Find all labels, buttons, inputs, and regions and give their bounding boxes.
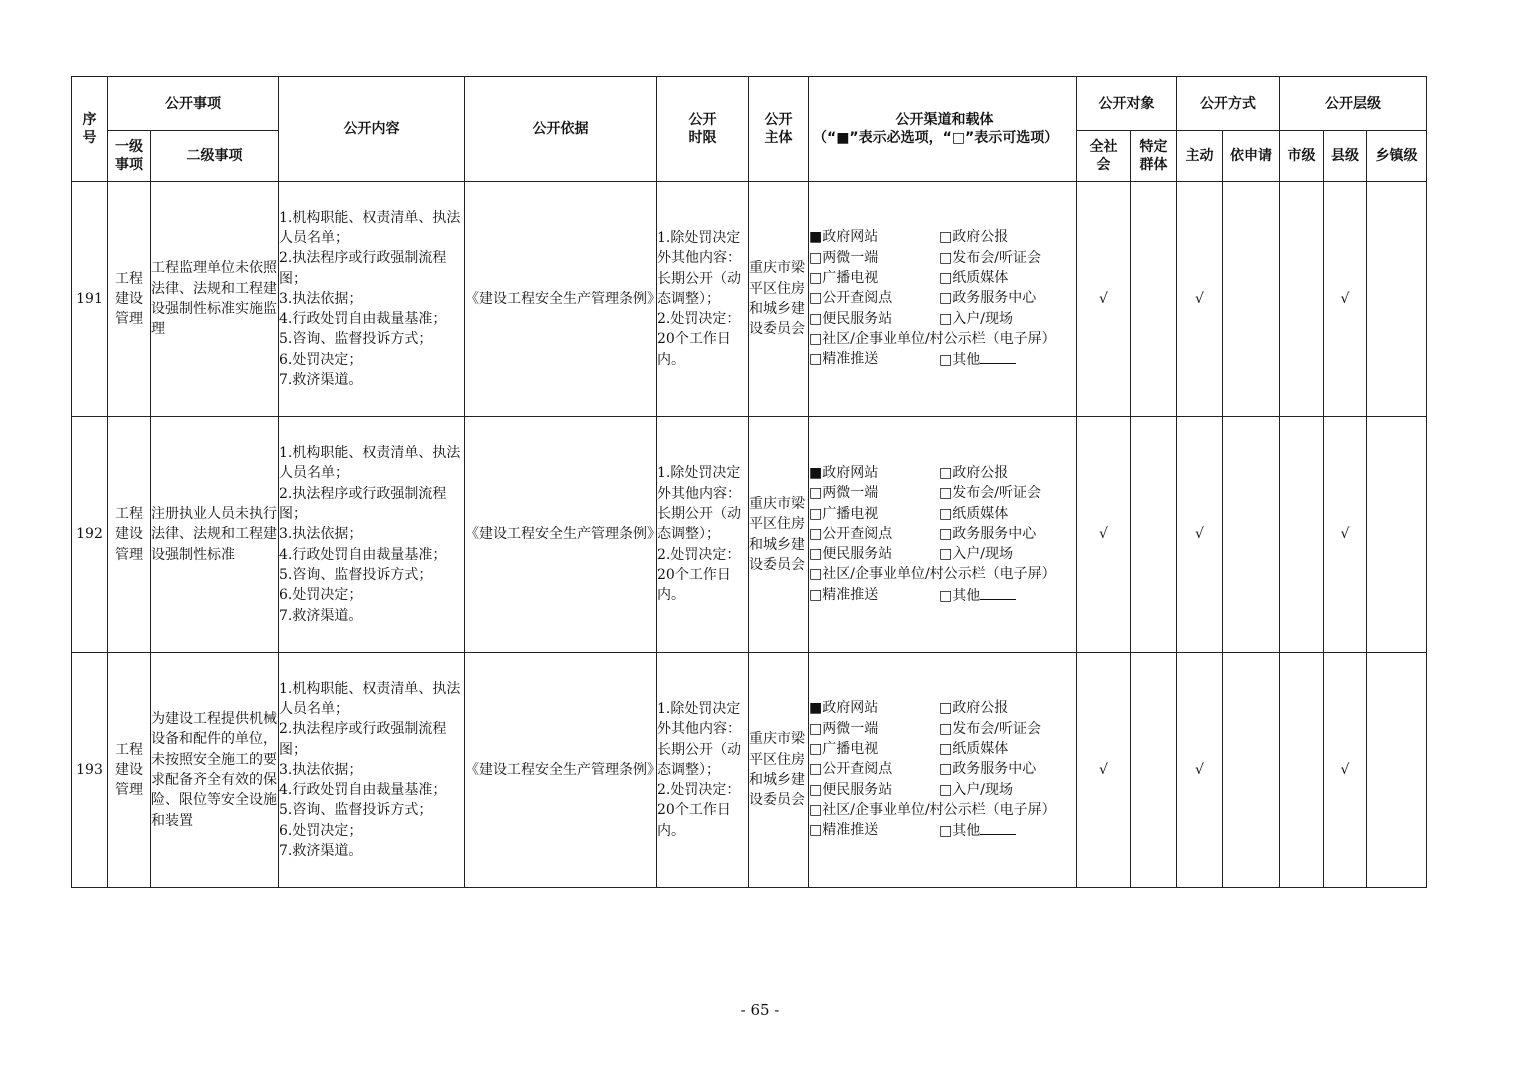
channel-push: □精准推送 <box>809 351 879 368</box>
channel-reading-point: □公开查阅点 <box>809 525 893 542</box>
row-method-active: √ <box>1177 417 1223 653</box>
row-time-limit: 1.除处罚决定外其他内容：长期公开（动态调整）； 2.处罚决定：20个工作日内。 <box>657 182 749 417</box>
header-items: 公开事项 <box>108 77 279 131</box>
channel-push: □精准推送 <box>809 586 879 603</box>
row-level-city <box>1280 182 1324 417</box>
row-target-specific <box>1131 417 1177 653</box>
table-row <box>72 417 1427 653</box>
table-row <box>72 653 1427 888</box>
channel-gov-gazette: □政府公报 <box>939 464 1009 481</box>
header-method-active: 主动 <box>1177 131 1223 182</box>
header-target: 公开对象 <box>1077 77 1177 131</box>
row-basis: 《建设工程安全生产管理条例》 <box>465 182 657 417</box>
row-subject: 重庆市梁平区住房和城乡建设委员会 <box>749 653 809 888</box>
channel-other: □其他 <box>939 823 981 840</box>
header-method-apply: 依申请 <box>1223 131 1280 182</box>
row-level1: 工程建设管理 <box>108 417 151 653</box>
row-level-town <box>1367 417 1427 653</box>
header-channel-title: 公开渠道和载体 <box>895 112 994 128</box>
channel-gov-website: ■政府网站 <box>809 700 879 717</box>
channel-other: □其他 <box>939 587 981 604</box>
row-channels <box>809 417 1077 653</box>
header-basis: 公开依据 <box>465 77 657 182</box>
channel-broadcast: □广播电视 <box>809 741 879 758</box>
row-time-limit: 1.除处罚决定外其他内容：长期公开（动态调整）； 2.处罚决定：20个工作日内。 <box>657 653 749 888</box>
row-level-town <box>1367 653 1427 888</box>
channel-weibo-wechat: □两微一端 <box>809 485 879 502</box>
channel-reading-point: □公开查阅点 <box>809 761 893 778</box>
row-level2: 为建设工程提供机械设备和配件的单位，未按照安全施工的要求配备齐全有效的保险、限位等安全设施和装置 <box>151 653 279 888</box>
row-level-city <box>1280 653 1324 888</box>
row-level-county: √ <box>1324 417 1367 653</box>
table-row <box>72 182 1427 417</box>
header-method: 公开方式 <box>1177 77 1280 131</box>
header-subject: 公开主体 <box>749 77 809 182</box>
channel-service-station: □便民服务站 <box>809 546 893 563</box>
row-channels <box>809 182 1077 417</box>
header-level-town: 乡镇级 <box>1367 131 1427 182</box>
row-content: 1.机构职能、权责清单、执法人员名单； 2.执法程序或行政强制流程图； 3.执法依据； 4.行政处罚自由裁量基准； 5.咨询、监督投诉方式； 6.处罚决定； 7.救济渠道。 <box>279 653 465 888</box>
channel-service-station: □便民服务站 <box>809 781 893 798</box>
channel-gov-website: ■政府网站 <box>809 229 879 246</box>
channel-reading-point: □公开查阅点 <box>809 290 893 307</box>
channel-gov-website: ■政府网站 <box>809 464 879 481</box>
channel-push: □精准推送 <box>809 822 879 839</box>
row-basis: 《建设工程安全生产管理条例》 <box>465 653 657 888</box>
row-method-active: √ <box>1177 653 1223 888</box>
channel-bulletin: □社区/企事业单位/村公示栏（电子屏） <box>809 330 1056 347</box>
header-target-all: 全社会 <box>1077 131 1131 182</box>
channel-broadcast: □广播电视 <box>809 505 879 522</box>
row-time-limit: 1.除处罚决定外其他内容：长期公开（动态调整）； 2.处罚决定：20个工作日内。 <box>657 417 749 653</box>
row-level-county: √ <box>1324 182 1367 417</box>
header-target-specific: 特定群体 <box>1131 131 1177 182</box>
row-target-all: √ <box>1077 653 1131 888</box>
row-method-active: √ <box>1177 182 1223 417</box>
header-level-city: 市级 <box>1280 131 1324 182</box>
channel-press-hearing: □发布会/听证会 <box>939 720 1041 737</box>
row-subject: 重庆市梁平区住房和城乡建设委员会 <box>749 182 809 417</box>
header-level2: 二级事项 <box>151 131 279 182</box>
channel-press-hearing: □发布会/听证会 <box>939 485 1041 502</box>
row-seq: 192 <box>72 417 108 653</box>
row-level2: 工程监理单位未依照法律、法规和工程建设强制性标准实施监理 <box>151 182 279 417</box>
channel-service-center: □政务服务中心 <box>939 761 1037 778</box>
disclosure-table <box>71 76 1427 888</box>
channel-gov-gazette: □政府公报 <box>939 229 1009 246</box>
channel-broadcast: □广播电视 <box>809 270 879 287</box>
row-method-apply <box>1223 653 1280 888</box>
header-channel <box>809 77 1077 182</box>
channel-other: □其他 <box>939 352 981 369</box>
header-level-county: 县级 <box>1324 131 1367 182</box>
row-target-specific <box>1131 653 1177 888</box>
page-number: - 65 - <box>740 1001 780 1019</box>
channel-print: □纸质媒体 <box>939 270 1009 287</box>
channel-service-center: □政务服务中心 <box>939 290 1037 307</box>
row-seq: 193 <box>72 653 108 888</box>
row-level1: 工程建设管理 <box>108 182 151 417</box>
channel-service-station: □便民服务站 <box>809 310 893 327</box>
row-target-specific <box>1131 182 1177 417</box>
row-subject: 重庆市梁平区住房和城乡建设委员会 <box>749 417 809 653</box>
channel-onsite: □入户/现场 <box>939 781 1013 798</box>
header-level: 公开层级 <box>1280 77 1427 131</box>
header-seq: 序号 <box>72 77 108 182</box>
channel-print: □纸质媒体 <box>939 505 1009 522</box>
row-seq: 191 <box>72 182 108 417</box>
row-level2: 注册执业人员未执行法律、法规和工程建设强制性标准 <box>151 417 279 653</box>
channel-onsite: □入户/现场 <box>939 310 1013 327</box>
row-target-all: √ <box>1077 182 1131 417</box>
row-method-apply <box>1223 182 1280 417</box>
channel-onsite: □入户/现场 <box>939 546 1013 563</box>
row-level-town <box>1367 182 1427 417</box>
header-time-limit: 公开时限 <box>657 77 749 182</box>
header-level1: 一级事项 <box>108 131 151 182</box>
channel-bulletin: □社区/企事业单位/村公示栏（电子屏） <box>809 566 1056 583</box>
header-channel-note: （“■”表示必选项，“□”表示可选项） <box>813 130 1059 146</box>
channel-gov-gazette: □政府公报 <box>939 700 1009 717</box>
header-content: 公开内容 <box>279 77 465 182</box>
channel-press-hearing: □发布会/听证会 <box>939 249 1041 266</box>
channel-print: □纸质媒体 <box>939 741 1009 758</box>
row-method-apply <box>1223 417 1280 653</box>
channel-weibo-wechat: □两微一端 <box>809 249 879 266</box>
row-content: 1.机构职能、权责清单、执法人员名单； 2.执法程序或行政强制流程图； 3.执法依据； 4.行政处罚自由裁量基准； 5.咨询、监督投诉方式； 6.处罚决定； 7.救济渠道。 <box>279 182 465 417</box>
row-level1: 工程建设管理 <box>108 653 151 888</box>
row-content: 1.机构职能、权责清单、执法人员名单； 2.执法程序或行政强制流程图； 3.执法依据； 4.行政处罚自由裁量基准； 5.咨询、监督投诉方式； 6.处罚决定； 7.救济渠道。 <box>279 417 465 653</box>
channel-service-center: □政务服务中心 <box>939 525 1037 542</box>
row-level-city <box>1280 417 1324 653</box>
row-basis: 《建设工程安全生产管理条例》 <box>465 417 657 653</box>
channel-weibo-wechat: □两微一端 <box>809 720 879 737</box>
row-level-county: √ <box>1324 653 1367 888</box>
row-target-all: √ <box>1077 417 1131 653</box>
channel-bulletin: □社区/企事业单位/村公示栏（电子屏） <box>809 801 1056 818</box>
row-channels <box>809 653 1077 888</box>
